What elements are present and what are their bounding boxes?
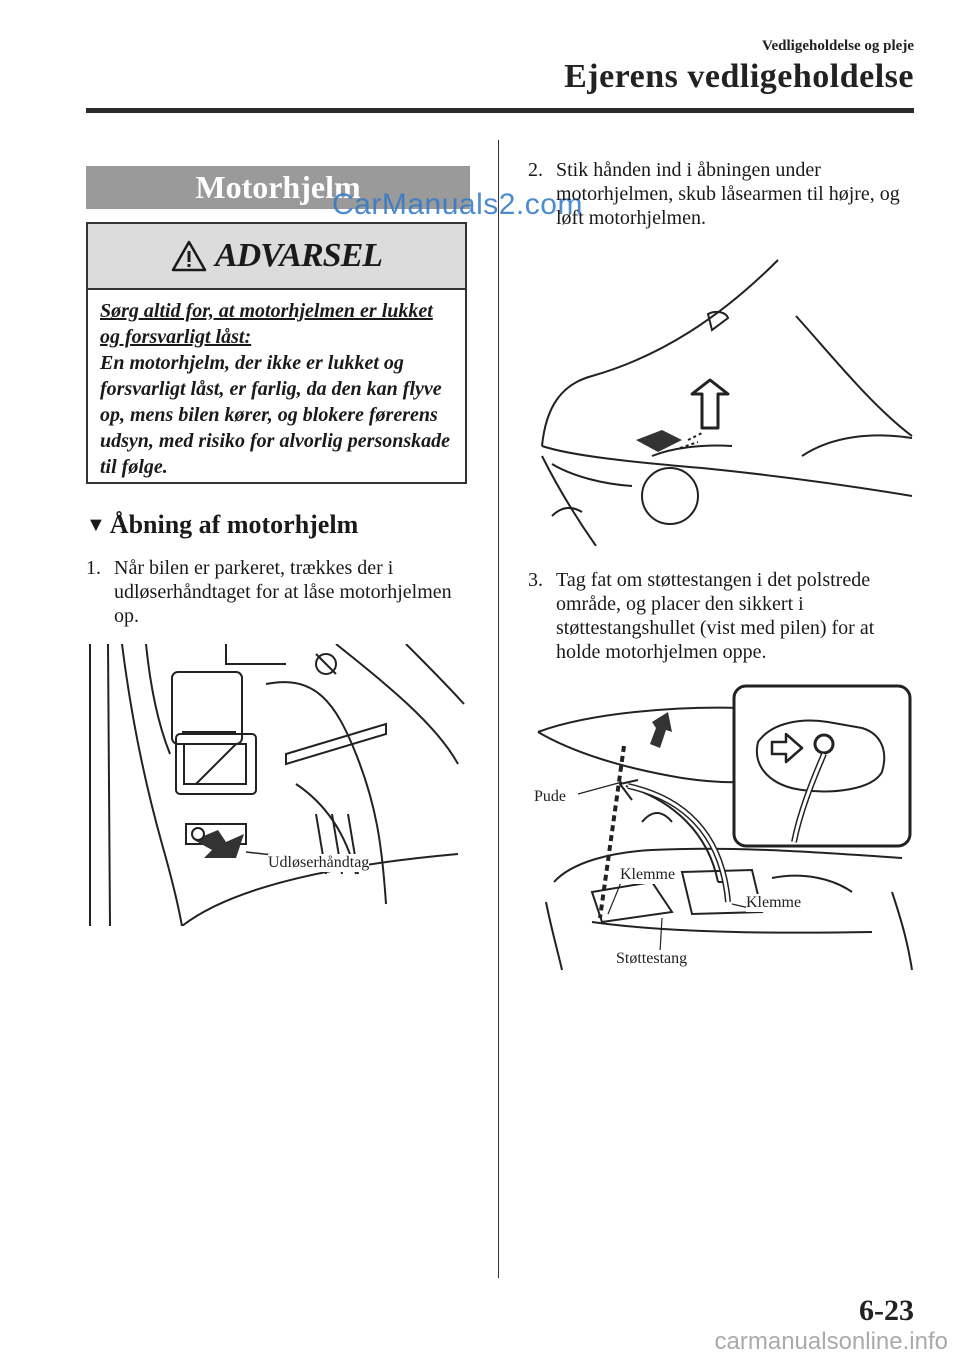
step-3: [528, 568, 918, 664]
warning-triangle-icon: [171, 240, 207, 272]
running-header-title: Ejerens vedligeholdelse: [564, 58, 914, 95]
warning-header: [88, 224, 465, 290]
warning-body: En motorhjelm, der ikke er lukket og forsvarligt låst, er farlig, da den kan flyve op, mens bilen kører, og blokere førerens udsyn, med risiko for alvorlig personskade til følge.: [100, 352, 451, 478]
section-title: Motorhjelm: [86, 166, 470, 209]
step-text: Når bilen er parkeret, trækkes der i udløserhåndtaget for at låse motorhjelmen op.: [114, 557, 452, 627]
hood-latch-illustration: [532, 256, 916, 546]
triangle-bullet-icon: ▼: [86, 513, 106, 536]
step-1: [86, 556, 466, 628]
header-rule: [86, 108, 914, 113]
page-number: 6-23: [859, 1294, 914, 1327]
release-handle-label: Udløserhåndtag: [268, 854, 370, 871]
warning-box: [86, 222, 467, 484]
support-rod-label: Støttestang: [616, 950, 688, 967]
watermark-top: CarManuals2.com: [332, 188, 583, 221]
step-number: 1.: [86, 557, 101, 579]
watermark-bottom: carmanualsonline.info: [714, 1328, 948, 1355]
subsection-heading: [86, 510, 358, 540]
warning-heading: Sørg altid for, at motorhjelmen er lukket og forsvarligt låst:: [100, 300, 433, 348]
subsection-title: Åbning af motorhjelm: [109, 510, 359, 539]
step-text: Tag fat om støttestangen i det polstrede område, og placer den sikkert i støttestangshullet (vist med pilen) for at holde motorhjelmen oppe.: [556, 569, 875, 663]
column-divider: [498, 140, 499, 1278]
clip-label-1: Klemme: [620, 866, 676, 883]
pad-label: Pude: [534, 788, 566, 805]
step-text: Stik hånden ind i åbningen under motorhjelmen, skub låsearmen til højre, og løft motorhjelmen.: [556, 159, 900, 229]
warning-label: ADVARSEL: [214, 237, 383, 274]
clip-label-2: Klemme: [746, 894, 802, 911]
running-header-subtitle: Vedligeholdelse og pleje: [762, 38, 914, 54]
step-2: [528, 158, 918, 230]
step-number: 3.: [528, 569, 543, 591]
support-rod-illustration: [532, 682, 916, 970]
release-handle-illustration: [86, 644, 466, 926]
warning-text: [88, 290, 465, 480]
step-number: 2.: [528, 159, 543, 181]
